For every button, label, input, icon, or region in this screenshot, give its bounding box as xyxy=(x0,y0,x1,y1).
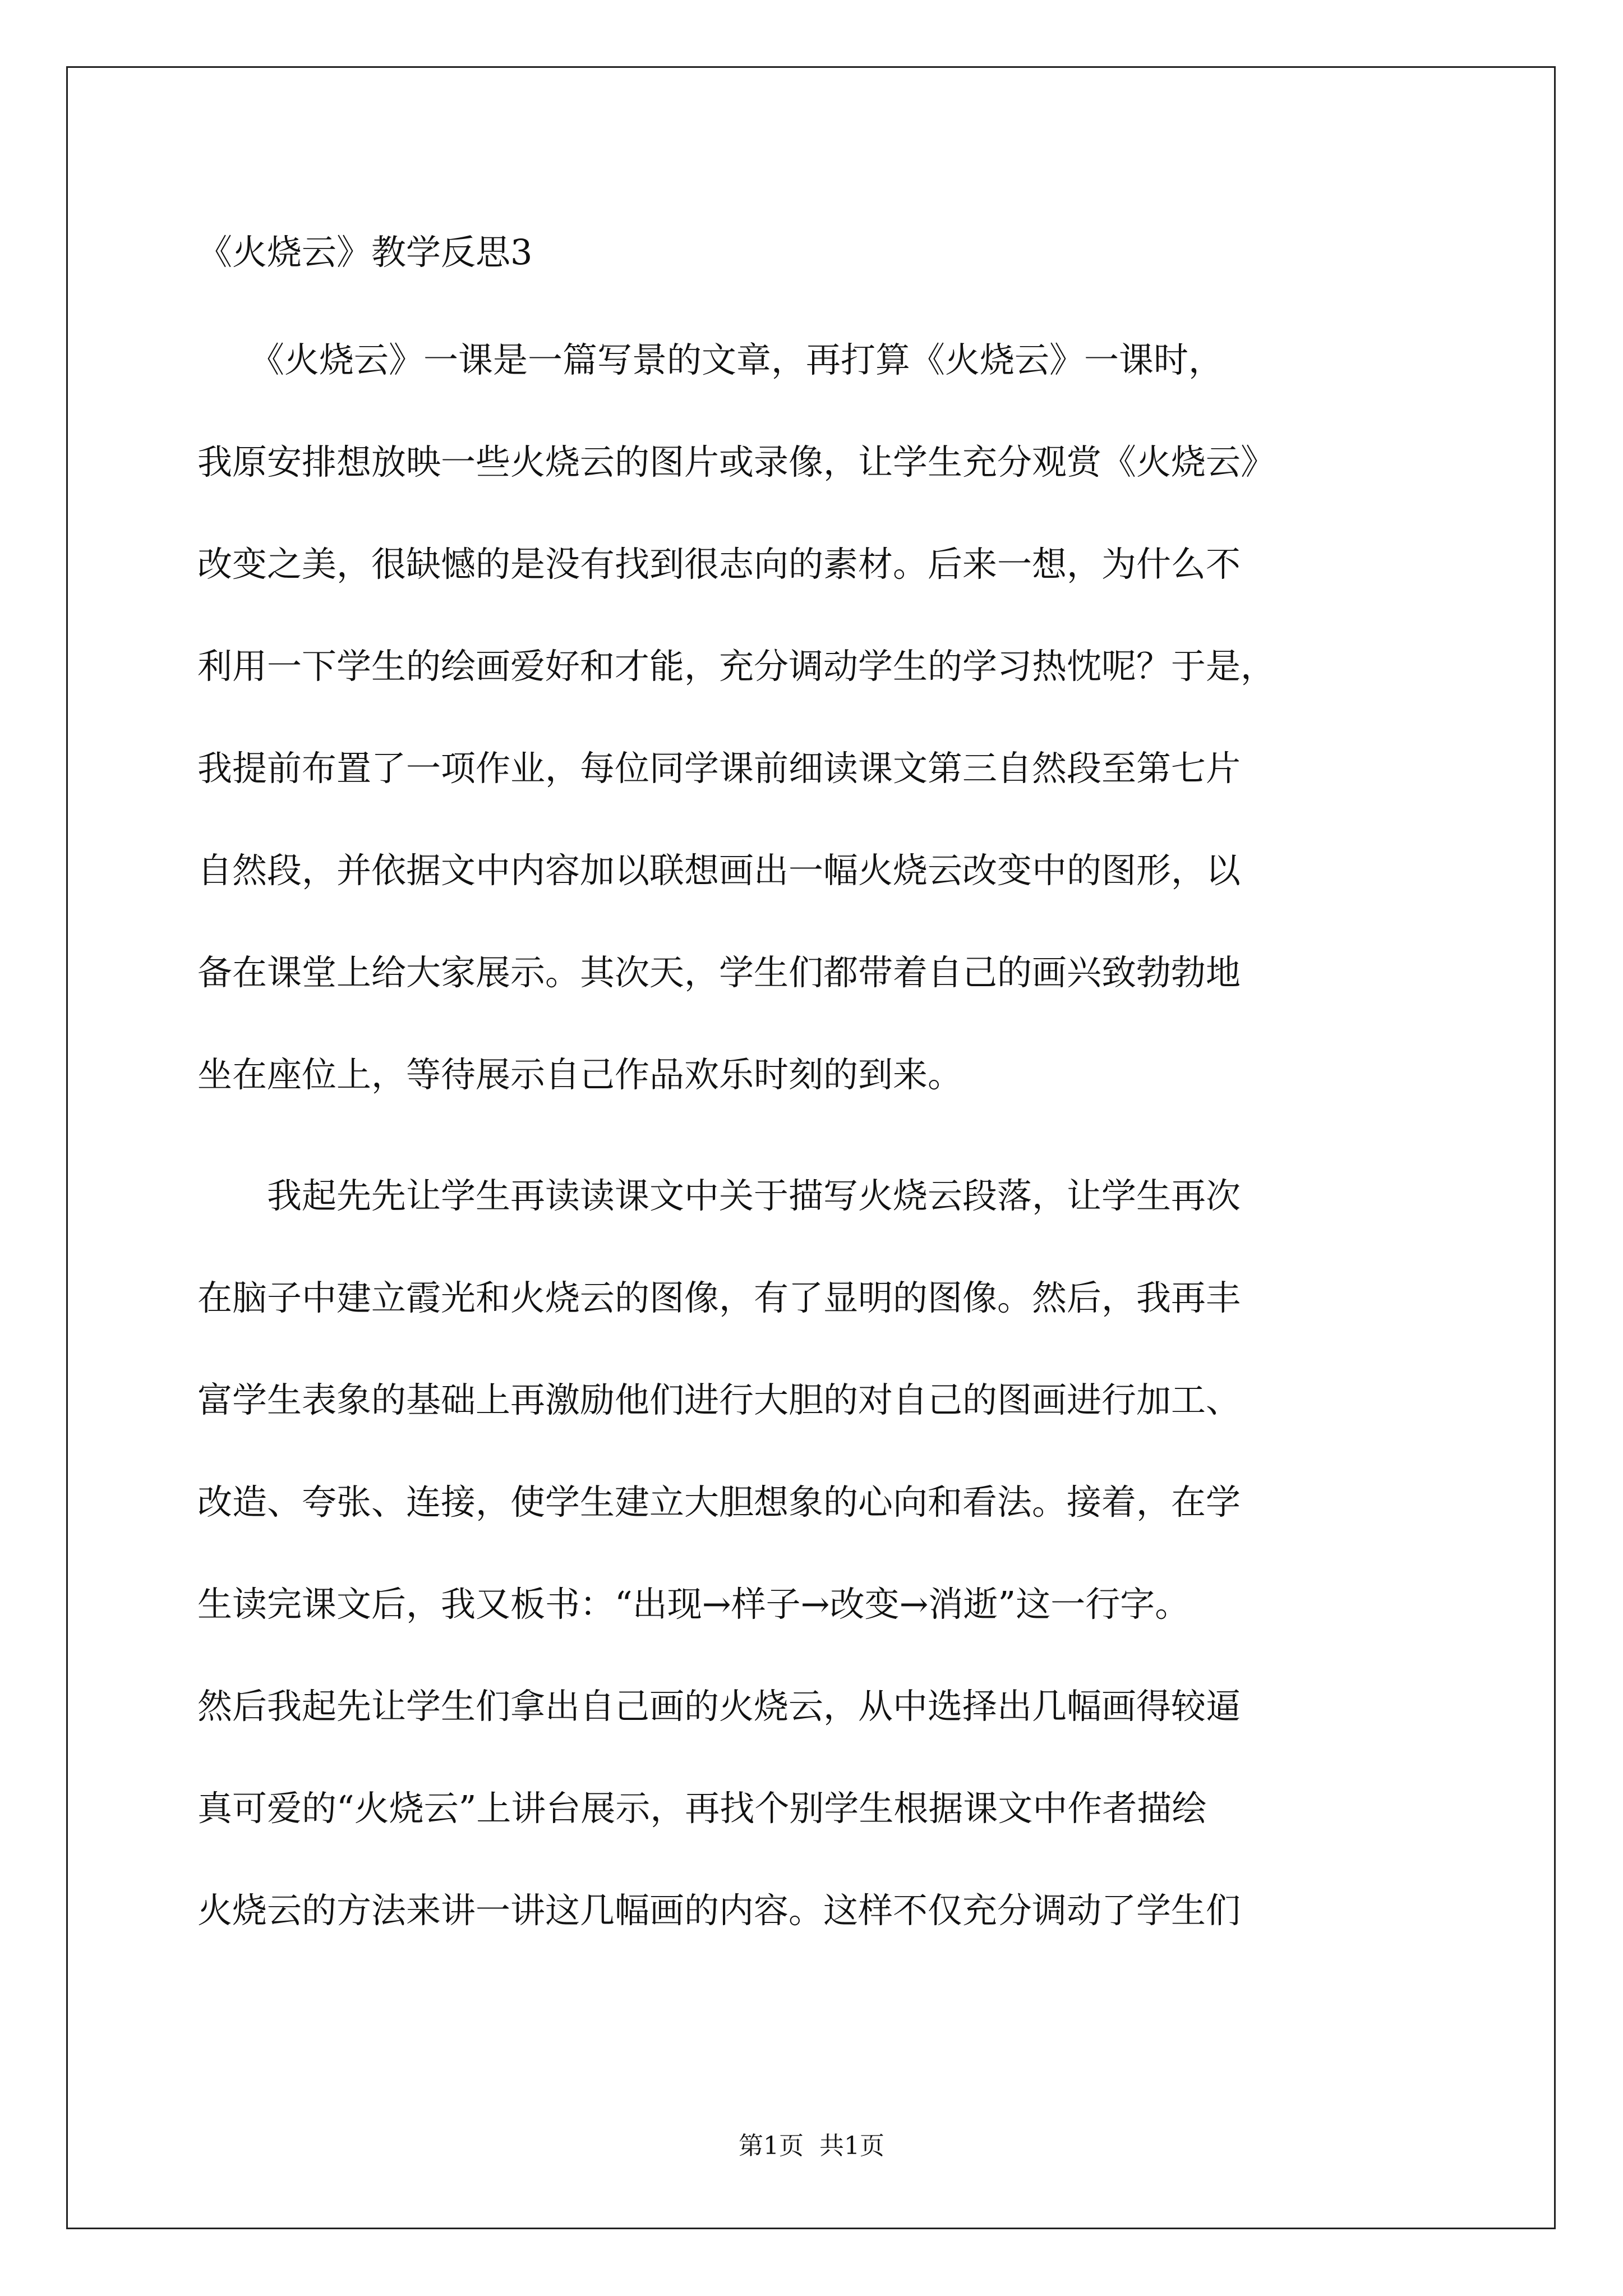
body-line: 富学生表象的基础上再激励他们进行大胆的对自己的图画进行加工、 xyxy=(197,1379,1241,1420)
body-line: 我起先先让学生再读读课文中关于描写火烧云段落，让学生再次 xyxy=(197,1175,1241,1216)
body-line: 然后我起先让学生们拿出自己画的火烧云，从中选择出几幅画得较逼 xyxy=(197,1686,1241,1727)
body-line: 我原安排想放映一些火烧云的图片或录像，让学生充分观赏《火烧云》 xyxy=(197,441,1276,482)
body-line: 改造、夸张、连接，使学生建立大胆想象的心向和看法。接着，在学 xyxy=(197,1481,1241,1522)
body-line: 备在课堂上给大家展示。其次天，学生们都带着自己的画兴致勃勃地 xyxy=(197,952,1241,993)
page-number-footer: 第1页 共1页 xyxy=(739,2132,884,2160)
body-line: 火烧云的方法来讲一讲这几幅画的内容。这样不仅充分调动了学生们 xyxy=(197,1890,1241,1931)
body-line: 利用一下学生的绘画爱好和才能，充分调动学生的学习热忱呢？于是， xyxy=(197,646,1276,687)
body-line: 我提前布置了一项作业，每位同学课前细读课文第三自然段至第七片 xyxy=(197,748,1241,789)
document-title: 《火烧云》教学反思3 xyxy=(197,232,533,273)
body-line: 坐在座位上，等待展示自己作品欢乐时刻的到来。 xyxy=(197,1054,963,1095)
body-line: 生读完课文后，我又板书：“出现→样子→改变→消逝”这一行字。 xyxy=(197,1584,1190,1625)
body-line: 自然段，并依据文中内容加以联想画出一幅火烧云改变中的图形，以 xyxy=(197,850,1241,891)
body-line: 在脑子中建立霞光和火烧云的图像，有了显明的图像。然后，我再丰 xyxy=(197,1277,1241,1318)
body-line: 改变之美，很缺憾的是没有找到很志向的素材。后来一想，为什么不 xyxy=(197,544,1241,585)
body-line: 《火烧云》一课是一篇写景的文章，再打算《火烧云》一课时， xyxy=(197,339,1224,380)
body-line: 真可爱的“火烧云”上讲台展示，再找个别学生根据课文中作者描绘 xyxy=(197,1788,1207,1829)
